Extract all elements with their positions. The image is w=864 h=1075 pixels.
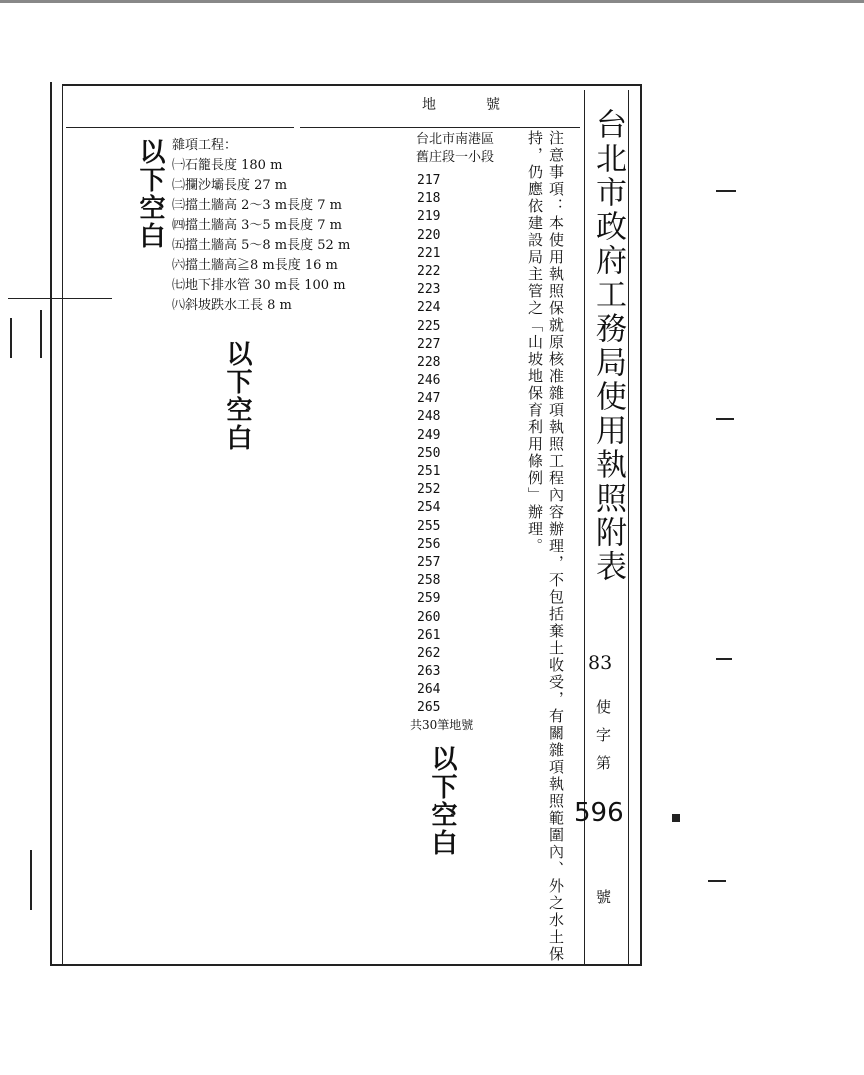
item-line: ㈦地下排水管 30 m長 100 m [172,278,346,293]
permit-number: 596 [574,798,624,828]
lot-number: 246 [417,373,441,389]
scan-mark [716,190,736,192]
lot-number: 228 [417,354,441,370]
title-divider-right [628,90,629,965]
lot-number: 260 [417,609,441,625]
item-line: ㈥擋土牆高≧8 m長度 16 m [172,258,338,273]
lot-number: 263 [417,664,441,680]
lot-number: 223 [417,282,441,298]
lot-number: 225 [417,318,441,334]
right-border [640,84,642,964]
lot-number: 217 [417,173,441,188]
item-line: ㈧斜坡跌水工長 8 m [172,298,292,313]
header-rule-right [300,127,580,128]
lot-number: 256 [417,536,441,552]
title-divider [584,90,585,965]
lot-total: 共30筆地號 [410,718,474,732]
scan-mark [716,418,734,420]
lot-number: 219 [417,209,441,225]
lot-number: 257 [417,554,441,570]
lot-number: 221 [417,245,441,261]
items-list [172,136,350,316]
location [416,131,494,167]
lot-number: 255 [417,518,441,534]
blank-mark-stamp: 以下空白 [427,745,457,857]
item-line: ㈢擋土牆高 2～3 m長度 7 m [172,198,342,213]
scan-mark [716,658,732,660]
notice-text: 注意事項：本使用執照保就原核准雜項執照工程內容辦理，不包括棄土收受，有關雜項執照範圍內、外之水土保持，仍應依建設局主管之「山坡地保育利用條例」辦理。 [526,130,565,963]
location-line-1: 台北市南港區 [416,132,495,147]
permit-suffix: 號 [596,888,612,906]
permit-year: 83 [588,652,613,674]
lot-number: 254 [417,500,441,516]
lot-number: 258 [417,573,441,589]
item-line: ㈠石籠長度 180 m [172,158,283,173]
lot-number: 252 [417,482,441,498]
lot-number: 262 [417,645,441,661]
column-header: 地 號 [422,97,502,113]
scan-mark [10,318,12,358]
blank-mark-stamp: 以下空白 [135,138,165,250]
lot-number: 261 [417,627,441,643]
blank-mark-stamp: 以下空白 [222,340,252,452]
lot-number: 218 [417,191,441,207]
scan-mark [30,850,32,910]
lot-number: 248 [417,409,441,425]
item-line: ㈣擋土牆高 3～5 m長度 7 m [172,218,342,233]
location-line-2: 舊庄段一小段 [416,150,495,165]
item-line: ㈤擋土牆高 5～8 m長度 52 m [172,238,351,253]
permit-word: 字 [596,726,612,744]
lot-number: 247 [417,391,441,407]
lot-number: 224 [417,300,441,316]
items-heading: 雜項工程： [172,138,238,153]
document-title: 台北市政府工務局使用執照附表 [590,108,626,584]
lot-number: 251 [417,464,441,479]
scan-mark [672,814,680,822]
lot-number: 227 [417,336,441,352]
scan-mark [8,298,112,299]
lot-number: 249 [417,427,441,443]
header-rule-left [66,127,294,128]
lot-number: 222 [417,263,441,279]
permit-prefix: 使 [596,698,612,716]
scan-mark [40,310,42,358]
item-line: ㈡攔沙壩長度 27 m [172,178,288,193]
lot-number: 265 [417,700,441,716]
lot-number: 264 [417,682,441,698]
scan-edge [0,0,864,3]
scan-mark [708,880,726,882]
permit-di: 第 [596,754,612,772]
lot-number: 220 [417,227,441,243]
lot-number: 259 [417,591,441,607]
lot-number: 250 [417,445,441,461]
inner-left-border [62,84,63,964]
lot-number-list [417,172,440,718]
top-border [62,84,642,86]
